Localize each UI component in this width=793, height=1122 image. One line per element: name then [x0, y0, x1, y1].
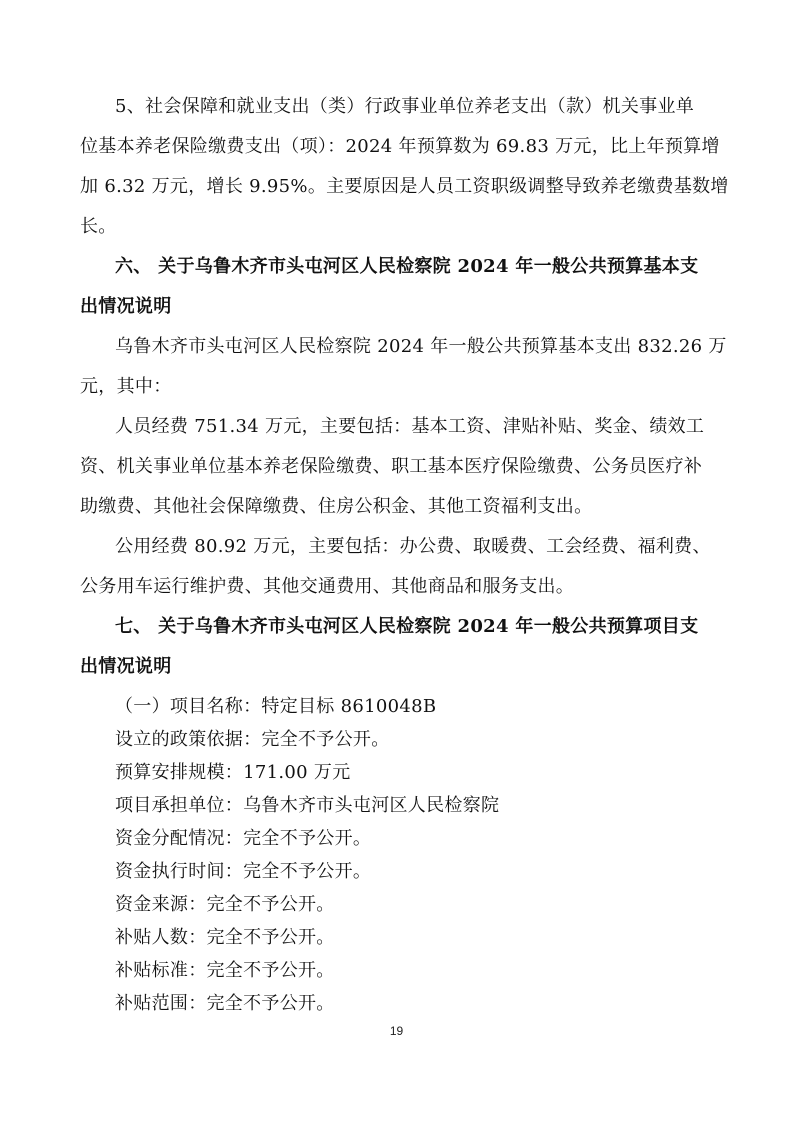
list-item: 资金执行时间：完全不予公开。	[115, 861, 372, 882]
list-item: 补贴范围：完全不予公开。	[115, 993, 335, 1014]
section-heading-6-cont: 出情况说明	[80, 296, 172, 317]
paragraph-line: 公务用车运行维护费、其他交通费用、其他商品和服务支出。	[80, 576, 575, 597]
section-heading-6: 六、 关于乌鲁木齐市头屯河区人民检察院 2024 年一般公共预算基本支	[115, 256, 699, 277]
list-item: 预算安排规模：171.00 万元	[115, 762, 351, 783]
paragraph-line: 加 6.32 万元，增长 9.95%。主要原因是人员工资职级调整导致养老缴费基数增	[80, 176, 729, 197]
list-item: （一）项目名称：特定目标 8610048B	[115, 696, 437, 717]
paragraph-line: 位基本养老保险缴费支出（项）：2024 年预算数为 69.83 万元，比上年预算增	[80, 136, 720, 157]
list-item: 设立的政策依据：完全不予公开。	[115, 729, 390, 750]
paragraph-line: 乌鲁木齐市头屯河区人民检察院 2024 年一般公共预算基本支出 832.26 万	[115, 336, 727, 357]
list-item: 项目承担单位：乌鲁木齐市头屯河区人民检察院	[115, 795, 500, 816]
list-item: 资金来源：完全不予公开。	[115, 894, 335, 915]
paragraph-line: 人员经费 751.34 万元，主要包括：基本工资、津贴补贴、奖金、绩效工	[115, 416, 705, 437]
page-number: 19	[389, 1024, 404, 1038]
paragraph-line: 助缴费、其他社会保障缴费、住房公积金、其他工资福利支出。	[80, 496, 593, 517]
list-item: 补贴人数：完全不予公开。	[115, 927, 335, 948]
paragraph-line: 公用经费 80.92 万元，主要包括：办公费、取暖费、工会经费、福利费、	[115, 536, 711, 557]
list-item: 资金分配情况：完全不予公开。	[115, 828, 372, 849]
paragraph-line: 元，其中：	[80, 376, 172, 397]
section-heading-7: 七、 关于乌鲁木齐市头屯河区人民检察院 2024 年一般公共预算项目支	[115, 616, 699, 637]
section-heading-7-cont: 出情况说明	[80, 656, 172, 677]
paragraph-line: 5、社会保障和就业支出（类）行政事业单位养老支出（款）机关事业单	[115, 96, 695, 117]
paragraph-line: 资、机关事业单位基本养老保险缴费、职工基本医疗保险缴费、公务员医疗补	[80, 456, 703, 477]
paragraph-line: 长。	[80, 216, 117, 237]
list-item: 补贴标准：完全不予公开。	[115, 960, 335, 981]
